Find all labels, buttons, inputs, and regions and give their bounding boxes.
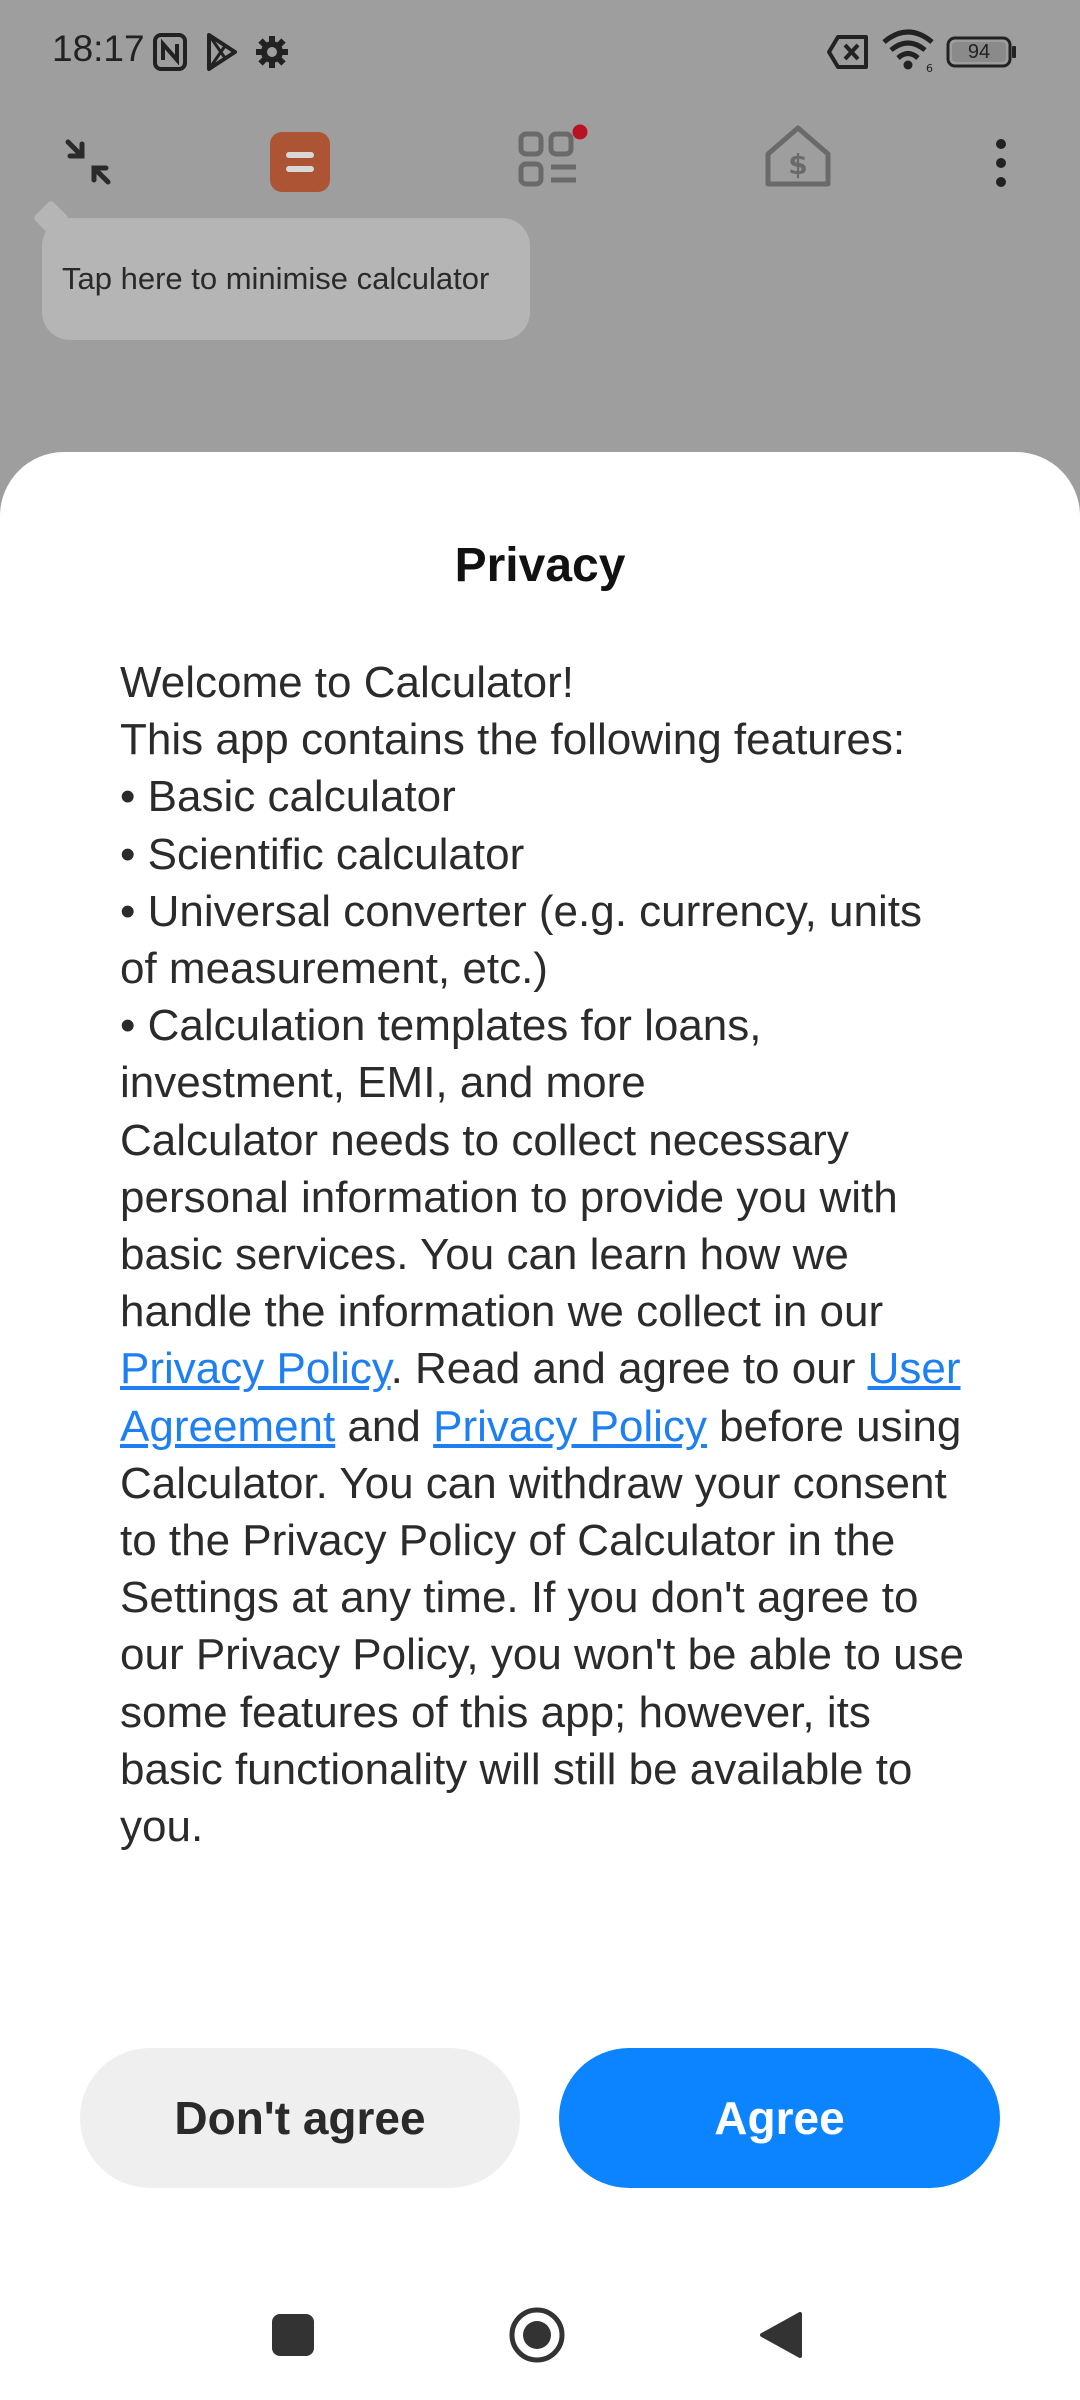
settings-gear-icon [254,32,290,77]
minimise-icon[interactable] [62,136,114,193]
consent-text: before using Calculator. You can withdraw your consent to the Privacy Policy of Calculator in the Settings at any time. If you don't agree to our Privacy Policy, you won't be able to use some features of this app; however, its basic functionality will still be available to you. [120,1401,965,1852]
privacy-dialog [0,452,1080,2400]
consent-text: Calculator needs to collect necessary personal information to provide you with basic services. You can learn how we handle the information we collect in our [120,1115,898,1337]
dialog-title: Privacy [454,539,626,592]
no-sim-icon [826,34,870,75]
consent-text: . Read and agree to our [390,1344,868,1394]
nfc-icon [152,32,188,77]
recents-square-icon[interactable] [272,2314,314,2361]
feature-item: • Universal converter (e.g. currency, units of measurement, etc.) [120,886,922,994]
tooltip-text: Tap here to minimise calculator [62,261,490,296]
feature-item: • Scientific calculator [120,829,525,879]
feature-item: • Calculation templates for loans, investment, EMI, and more [120,1001,762,1108]
dialog-body [120,654,970,1855]
status-time: 18:17 [52,28,145,69]
minimise-tooltip[interactable] [42,218,530,340]
user-agreement-link[interactable]: User Agreement [120,1344,961,1451]
wifi-icon [882,28,934,77]
templates-grid-icon[interactable] [518,124,590,197]
battery-icon [946,36,1018,73]
status-bar [0,0,1080,104]
features-intro: This app contains the following features: [120,715,906,765]
welcome-line: Welcome to Calculator! [120,658,575,707]
consent-paragraph [120,1112,970,1856]
battery-level: 94 [967,40,991,63]
privacy-policy-link[interactable]: Privacy Policy [120,1344,391,1394]
calculator-icon[interactable] [270,132,330,197]
feature-item: • Basic calculator [120,772,456,822]
more-options-icon[interactable] [990,138,1012,193]
consent-text: and [335,1401,434,1451]
play-store-icon [205,32,239,77]
back-triangle-icon[interactable] [758,2310,804,2365]
currency-converter-icon[interactable] [762,124,834,195]
svg-text:6: 6 [926,62,933,72]
home-circle-icon[interactable] [508,2306,566,2369]
dont-agree-button[interactable]: Don't agree [80,2048,520,2188]
agree-button[interactable]: Agree [559,2048,1000,2188]
svg-text:$: $ [788,148,808,181]
privacy-policy-link[interactable]: Privacy Policy [433,1401,707,1451]
